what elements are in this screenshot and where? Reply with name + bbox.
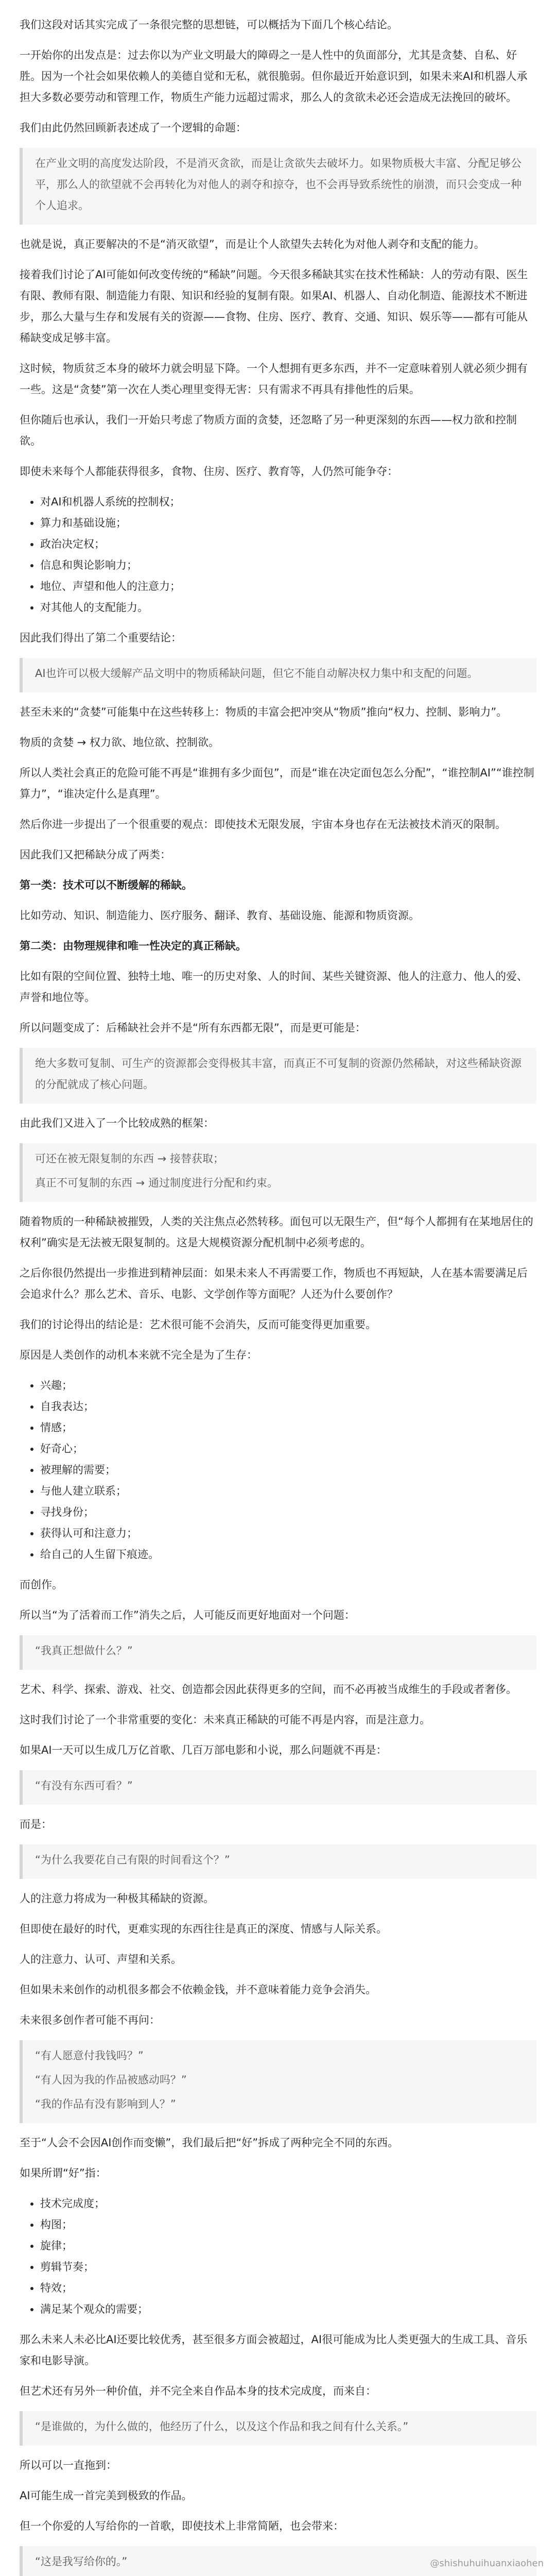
quote-line: 绝大多数可复制、可生产的资源都会变得极其丰富，而真正不可复制的资源仍然稀缺，对这些稀缺资源的分配就成了核心问题。 xyxy=(35,1057,522,1091)
paragraph: 物质的贪婪 → 权力欲、地位欲、控制欲。 xyxy=(20,736,219,749)
quote-line: “我的作品有没有影响到人？” xyxy=(35,2098,176,2110)
quote-line: “我真正想做什么？” xyxy=(35,1645,133,1657)
paragraph: 所以人类社会真正的危险可能不再是“谁拥有多少面包”，而是“谁在决定面包怎么分配”，“谁控制AI”“谁控制算力”，“谁决定什么是真理”。 xyxy=(20,767,534,800)
section-heading: 第一类：技术可以不断缓解的稀缺。 xyxy=(20,879,193,891)
list-item: • 寻找身份； xyxy=(40,1502,536,1523)
paragraph: 至于“人会不会因AI创作而变懒”，我们最后把“好”拆成了两种完全不同的东西。 xyxy=(20,2137,399,2149)
quote-line: AI也许可以极大缓解产品文明中的物质稀缺问题，但它不能自动解决权力集中和支配的问题。 xyxy=(35,667,478,680)
list-item: • 特效； xyxy=(40,2278,536,2299)
paragraph: 我们的讨论得出的结论是：艺术很可能不会消失，反而可能变得更加重要。 xyxy=(20,1318,376,1331)
list-item: • 构图； xyxy=(40,2214,536,2235)
list-item: • 信息和舆论影响力； xyxy=(40,555,536,576)
paragraph: 但即使在最好的时代，更难实现的东西往往是真正的深度、情感与人际关系。 xyxy=(20,1923,387,1935)
quote-line: “有没有东西可看？” xyxy=(35,1780,133,1792)
paragraph: 然后你进一步提出了一个很重要的观点：即使技术无限发展，宇宙本身也存在无法被技术消灭的限制。 xyxy=(20,818,506,831)
list-item: • 与他人建立联系； xyxy=(40,1481,536,1502)
paragraph: 接着我们讨论了AI可能如何改变传统的“稀缺”问题。今天很多稀缺其实在技术性稀缺：人的劳动有限、医生有限、教师有限、制造能力有限、知识和经验的复制有限。如果AI、机器人、自动化制造、能源技术不断进步，那么大量与生存和发展有关的资源——食物、住房、医疗、教育、交通、知识、娱乐等——都有可能从稀缺变成足够丰富。 xyxy=(20,268,528,344)
list-item: • 对AI和机器人系统的控制权； xyxy=(40,492,536,513)
blockquote xyxy=(20,1844,536,1879)
paragraph: 人的注意力、认可、声望和关系。 xyxy=(20,1953,182,1965)
paragraph: 所以问题变成了：后稀缺社会并不是“所有东西都无限”，而是更可能是： xyxy=(20,1022,366,1034)
paragraph: 即使未来每个人都能获得很多，食物、住房、医疗、教育等，人仍然可能争夺： xyxy=(20,465,398,478)
paragraph: 所以当“为了活着而工作”消失之后，人可能反而更好地面对一个问题： xyxy=(20,1609,355,1621)
paragraph: 我们这段对话其实完成了一条很完整的思想链，可以概括为下面几个核心结论。 xyxy=(20,19,398,31)
paragraph: 但你随后也承认，我们一开始只考虑了物质方面的贪婪，还忽略了另一种更深刻的东西——权力欲和控制欲。 xyxy=(20,414,517,447)
paragraph: 我们由此仍然回顾新表述成了一个逻辑的命题： xyxy=(20,122,247,134)
list-item: • 政治决定权； xyxy=(40,534,536,555)
paragraph: 之后你很仍然提出一步推进到精神层面：如果未来人不再需要工作，物质也不再短缺，人在基本需要满足后会追求什么？那么艺术、音乐、电影、文学创作等方面呢？人还为什么要创作？ xyxy=(20,1267,528,1300)
paragraph: 但艺术还有另外一种价值，并不完全来自作品本身的技术完成度，而来自： xyxy=(20,2385,376,2397)
blockquote xyxy=(20,2040,536,2123)
watermark: @shishuhuihuanxiaohen xyxy=(430,2558,544,2569)
paragraph: 但如果未来创作的动机很多都会不依赖金钱，并不意味着能力竞争会消失。 xyxy=(20,1984,376,1996)
list-item: • 剪辑节奏； xyxy=(40,2257,536,2278)
paragraph: 因此我们又把稀缺分成了两类： xyxy=(20,849,171,861)
quote-line: 在产业文明的高度发达阶段，不是消灭贪欲，而是让贪欲失去破坏力。如果物质极大丰富、分配足够公平，那么人的欲望就不会再转化为对他人的剥夺和掠夺，也不会再导致系统性的崩溃，而只会变成一种个人追求。 xyxy=(35,157,522,212)
blockquote xyxy=(20,1635,536,1670)
paragraph: 原因是人类创作的动机本来就不完全是为了生存： xyxy=(20,1349,257,1361)
paragraph: 因此我们得出了第二个重要结论： xyxy=(20,632,182,644)
paragraph: 随着物质的一种稀缺被摧毁，人类的关注焦点必然转移。面包可以无限生产，但“每个人都拥有在某地居住的权利”确实是无法被无限复制的。这是大规模资源分配机制中必须考虑的。 xyxy=(20,1215,533,1249)
blockquote xyxy=(20,2411,536,2446)
paragraph: 艺术、科学、探索、游戏、社交、创造都会因此获得更多的空间，而不必再被当成维生的手段或者奢侈。 xyxy=(20,1683,517,1696)
section-heading: 第二类：由物理规律和唯一性决定的真正稀缺。 xyxy=(20,940,247,952)
paragraph: 甚至未来的“贪婪”可能集中在这些转移上：物质的丰富会把冲突从“物质”推向“权力、控制、影响力”。 xyxy=(20,706,508,718)
paragraph: 所以可以一直拖到： xyxy=(20,2459,117,2471)
bullet-list xyxy=(20,2193,536,2320)
paragraph: 也就是说，真正要解决的不是“消灭欲望”，而是让个人欲望失去转化为对他人剥夺和支配的能力。 xyxy=(20,238,485,250)
paragraph: 一开始你的出发点是：过去你以为产业文明最大的障碍之一是人性中的负面部分，尤其是贪婪、自私、好胜。因为一个社会如果依赖人的美德自觉和无私，就很脆弱。但你最近开始意识到，如果未来AI和机器人承担大多数必要劳动和管理工作，物质生产能力远超过需求，那么人的贪欲未必还会造成无法挽回的破坏。 xyxy=(20,49,528,104)
blockquote xyxy=(20,1770,536,1805)
blockquote xyxy=(20,658,536,692)
quote-line: “有人愿意付我钱吗？” xyxy=(35,2049,144,2062)
paragraph: 这时我们讨论了一个非常重要的变化：未来真正稀缺的可能不再是内容，而是注意力。 xyxy=(20,1714,430,1726)
paragraph: 比如有限的空间位置、独特土地、唯一的历史对象、人的时间、某些关键资源、他人的注意力、他人的爱、声誉和地位等。 xyxy=(20,970,528,1004)
quote-line: 真正不可复制的东西 → 通过制度进行分配和约束。 xyxy=(35,1177,278,1189)
quote-line: “是谁做的，为什么做的，他经历了什么，以及这个作品和我之间有什么关系。” xyxy=(35,2420,409,2433)
list-item: • 对其他人的支配能力。 xyxy=(40,597,536,618)
paragraph: 如果AI一天可以生成几万亿首歌、几百万部电影和小说，那么问题就不再是： xyxy=(20,1744,387,1756)
blockquote xyxy=(20,148,536,225)
list-item: • 满足某个观众的需要； xyxy=(40,2299,536,2320)
list-item: • 兴趣； xyxy=(40,1375,536,1396)
list-item: • 旋律； xyxy=(40,2235,536,2257)
paragraph: 比如劳动、知识、制造能力、医疗服务、翻译、教育、基础设施、能源和物质资源。 xyxy=(20,909,420,922)
list-item: • 算力和基础设施； xyxy=(40,513,536,534)
paragraph: 而创作。 xyxy=(20,1579,63,1591)
paragraph: 这时候，物质贫乏本身的破坏力就会明显下降。一个人想拥有更多东西，并不一定意味着别人就必须少拥有一些。这是“贪婪”第一次在人类心理里变得无害：只有需求不再具有排他性的后果。 xyxy=(20,362,528,396)
list-item: • 情感； xyxy=(40,1417,536,1438)
paragraph: AI可能生成一首完美到极致的作品。 xyxy=(20,2489,193,2502)
list-item: • 好奇心； xyxy=(40,1438,536,1460)
paragraph: 而是： xyxy=(20,1818,52,1831)
quote-line: “这是我写给你的。” xyxy=(35,2555,128,2568)
paragraph: 未来很多创作者可能不再问： xyxy=(20,2014,160,2026)
bullet-list xyxy=(20,1375,536,1565)
paragraph: 但一个你爱的人写给你的一首歌，即使技术上非常简陋，也会带来： xyxy=(20,2520,344,2532)
quote-line: “为什么我要花自己有限的时间看这个？” xyxy=(35,1854,230,1866)
list-item: • 被理解的需要； xyxy=(40,1460,536,1481)
paragraph: 那么未来人未必比AI还要比较优秀，甚至很多方面会被超过，AI很可能成为比人类更强大的生成工具、音乐家和电影导演。 xyxy=(20,2333,528,2367)
list-item: • 自我表达； xyxy=(40,1396,536,1417)
list-item: • 地位、声望和他人的注意力； xyxy=(40,576,536,597)
quote-line: “有人因为我的作品被感动吗？” xyxy=(35,2074,187,2086)
blockquote xyxy=(20,1048,536,1104)
blockquote xyxy=(20,1143,536,1202)
paragraph: 人的注意力将成为一种极其稀缺的资源。 xyxy=(20,1892,214,1905)
bullet-list xyxy=(20,492,536,618)
quote-line: 可还在被无限复制的东西 → 接替获取； xyxy=(35,1153,224,1165)
list-item: • 技术完成度； xyxy=(40,2193,536,2214)
paragraph: 如果所谓“好”指： xyxy=(20,2167,107,2179)
paragraph: 由此我们又进入了一个比较成熟的框架： xyxy=(20,1117,214,1129)
list-item: • 获得认可和注意力； xyxy=(40,1523,536,1544)
list-item: • 给自己的人生留下痕迹。 xyxy=(40,1544,536,1565)
